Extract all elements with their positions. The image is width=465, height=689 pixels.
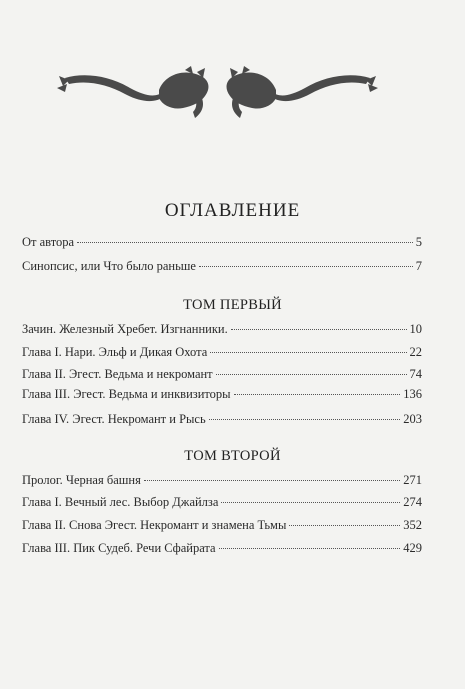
dot-leader (219, 547, 401, 549)
toc-entry (22, 257, 422, 275)
toc-entry-title: Глава II. Снова Эгест. Некромант и знамена Тьмы (22, 518, 287, 532)
toc-page-number: 203 (403, 412, 422, 426)
toc-entry (22, 385, 422, 403)
dot-leader (289, 524, 400, 526)
dot-leader (210, 351, 406, 353)
toc-page-number: 274 (403, 495, 422, 509)
toc-entry (22, 365, 422, 383)
volume-two-heading: ТОМ ВТОРОЙ (184, 448, 281, 464)
toc-entry (22, 410, 422, 428)
toc-page-number: 10 (409, 322, 422, 336)
toc-entry (22, 471, 422, 489)
toc-entry-title: Глава II. Эгест. Ведьма и некромант (22, 367, 213, 381)
toc-page-number: 5 (415, 235, 422, 249)
toc-entry-title: Глава I. Вечный лес. Выбор Джайлза (22, 495, 219, 509)
toc-entry (22, 343, 422, 361)
dot-leader (77, 241, 413, 243)
volume-one-heading: ТОМ ПЕРВЫЙ (183, 297, 282, 313)
dot-leader (209, 418, 401, 420)
toc-entry-title: Глава III. Пик Судеб. Речи Сфайрата (22, 541, 216, 555)
toc-page-number: 352 (403, 518, 422, 532)
dot-leader (221, 501, 400, 503)
toc-page-number: 271 (403, 473, 422, 487)
toc-page-number: 429 (403, 541, 422, 555)
toc-entry-title: Глава I. Нари. Эльф и Дикая Охота (22, 345, 208, 359)
dot-leader (216, 373, 407, 375)
dot-leader (231, 328, 407, 330)
toc-entry (22, 233, 422, 251)
toc-page-number: 7 (415, 259, 422, 273)
toc-entry-title: От автора (22, 235, 75, 249)
toc-entry-title: Пролог. Черная башня (22, 473, 141, 487)
page-title: ОГЛАВЛЕНИЕ (164, 200, 301, 221)
dot-leader (144, 479, 400, 481)
toc-entry (22, 493, 422, 511)
toc-page-number: 136 (403, 387, 422, 401)
toc-entry (22, 516, 422, 534)
toc-entry-title: Зачин. Железный Хребет. Изгнанники. (22, 322, 228, 336)
toc-entry-title: Синопсис, или Что было раньше (22, 259, 196, 273)
dot-leader (199, 265, 413, 267)
toc-entry-title: Глава III. Эгест. Ведьма и инквизиторы (22, 387, 231, 401)
toc-page-number: 22 (409, 345, 422, 359)
toc-entry (22, 320, 422, 338)
dot-leader (234, 393, 401, 395)
toc-entry (22, 539, 422, 557)
toc-page-number: 74 (409, 367, 422, 381)
dragon-ornament-icon (55, 66, 380, 122)
toc-entry-title: Глава IV. Эгест. Некромант и Рысь (22, 412, 206, 426)
